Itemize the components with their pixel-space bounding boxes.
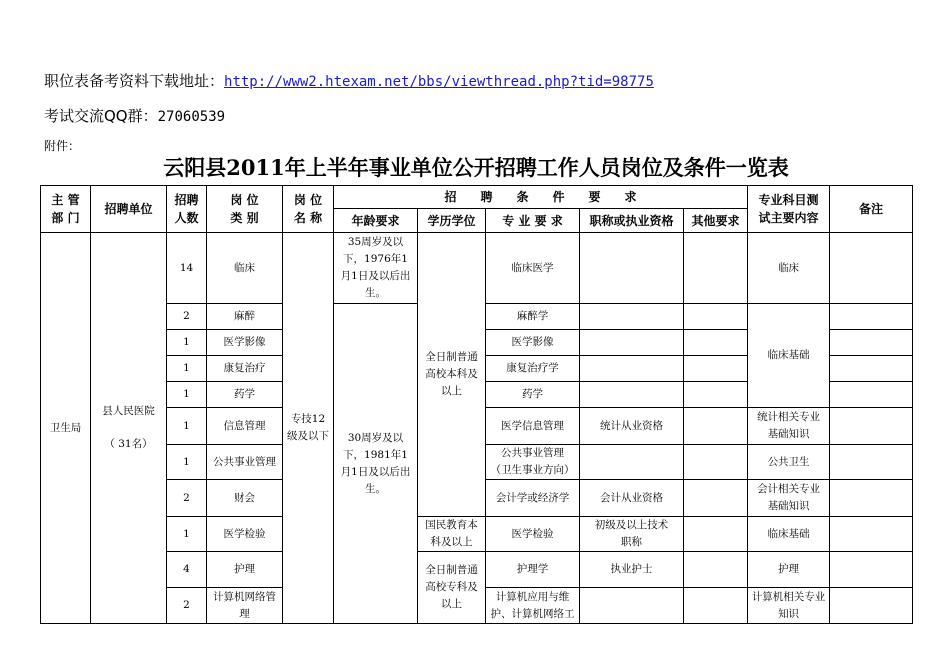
other-cell <box>684 382 748 408</box>
header-row-1 <box>41 186 913 209</box>
category-cell: 麻醉 <box>207 304 283 330</box>
major-cell: 会计学或经济学 <box>486 480 580 517</box>
category-cell: 护理 <box>207 552 283 588</box>
category-cell: 康复治疗 <box>207 356 283 382</box>
major-cell: 临床医学 <box>486 233 580 304</box>
table-row <box>41 552 913 588</box>
major-cell: 医学信息管理 <box>486 408 580 445</box>
other-cell <box>684 233 748 304</box>
qualification-cell <box>580 588 684 624</box>
exam-cell: 临床基础 <box>748 304 830 408</box>
header-dept: 主 管 部 门 <box>41 186 91 233</box>
category-cell: 药学 <box>207 382 283 408</box>
qualification-cell: 会计从业资格 <box>580 480 684 517</box>
unit-cell: 县人民医院 （ 31名） <box>91 233 167 624</box>
header-qualification: 职称或执业资格 <box>580 209 684 233</box>
remark-cell <box>830 445 913 480</box>
header-conditions: 招 聘 条 件 要 求 <box>334 186 748 209</box>
major-cell: 护理学 <box>486 552 580 588</box>
count-cell: 2 <box>167 588 207 624</box>
remark-cell <box>830 517 913 552</box>
category-cell: 医学影像 <box>207 330 283 356</box>
header-age: 年龄要求 <box>334 209 418 233</box>
table-row <box>41 517 913 552</box>
exam-cell: 临床基础 <box>748 517 830 552</box>
other-cell <box>684 445 748 480</box>
age-cell: 35周岁及以 下，1976年1 月1日及以后出 生。 <box>334 233 418 304</box>
qualification-cell <box>580 304 684 330</box>
other-cell <box>684 304 748 330</box>
remark-cell <box>830 552 913 588</box>
remark-cell <box>830 356 913 382</box>
exam-cell: 会计相关专业 基础知识 <box>748 480 830 517</box>
category-cell: 计算机网络管 理 <box>207 588 283 624</box>
other-cell <box>684 356 748 382</box>
other-cell <box>684 517 748 552</box>
major-cell: 药学 <box>486 382 580 408</box>
header-education: 学历学位 <box>418 209 486 233</box>
remark-cell <box>830 588 913 624</box>
category-cell: 信息管理 <box>207 408 283 445</box>
major-cell: 医学影像 <box>486 330 580 356</box>
major-cell: 医学检验 <box>486 517 580 552</box>
education-cell: 全日制普通 高校专科及 以上 <box>418 552 486 624</box>
major-cell: 公共事业管理 （卫生事业方向） <box>486 445 580 480</box>
education-cell: 全日制普通 高校本科及 以上 <box>418 233 486 517</box>
dept-cell: 卫生局 <box>41 233 91 624</box>
major-cell: 麻醉学 <box>486 304 580 330</box>
category-cell: 临床 <box>207 233 283 304</box>
count-cell: 4 <box>167 552 207 588</box>
download-label: 职位表备考资料下载地址： <box>44 72 225 90</box>
download-link[interactable]: http://www2.htexam.net/bbs/viewthread.php?tid=98775 <box>224 74 654 90</box>
document-title: 云阳县2011年上半年事业单位公开招聘工作人员岗位及条件一览表 <box>163 155 789 180</box>
remark-cell <box>830 330 913 356</box>
qualification-cell <box>580 233 684 304</box>
qualification-cell: 执业护士 <box>580 552 684 588</box>
header-exam: 专业科目测 试主要内容 <box>748 186 830 233</box>
exam-cell: 护理 <box>748 552 830 588</box>
qq-number: 27060539 <box>157 109 226 125</box>
other-cell <box>684 330 748 356</box>
other-cell <box>684 408 748 445</box>
qq-label: 考试交流QQ群： <box>44 107 158 125</box>
exam-cell: 公共卫生 <box>748 445 830 480</box>
other-cell <box>684 480 748 517</box>
count-cell: 2 <box>167 304 207 330</box>
remark-cell <box>830 408 913 445</box>
exam-cell: 临床 <box>748 233 830 304</box>
category-cell: 公共事业管理 <box>207 445 283 480</box>
header-unit: 招聘单位 <box>91 186 167 233</box>
qualification-cell <box>580 330 684 356</box>
category-cell: 医学检验 <box>207 517 283 552</box>
remark-cell <box>830 480 913 517</box>
header-post: 岗 位 名 称 <box>283 186 334 233</box>
major-cell: 康复治疗学 <box>486 356 580 382</box>
count-cell: 2 <box>167 480 207 517</box>
count-cell: 1 <box>167 356 207 382</box>
count-cell: 14 <box>167 233 207 304</box>
attachment-label: 附件： <box>44 139 81 153</box>
count-cell: 1 <box>167 445 207 480</box>
qq-line <box>44 105 225 126</box>
exam-cell: 统计相关专业 基础知识 <box>748 408 830 445</box>
table-row <box>41 233 913 304</box>
qualification-cell <box>580 382 684 408</box>
count-cell: 1 <box>167 330 207 356</box>
qualification-cell <box>580 356 684 382</box>
header-remark: 备注 <box>830 186 913 233</box>
post-name-cell: 专技12 级及以下 <box>283 233 334 624</box>
header-count: 招聘 人数 <box>167 186 207 233</box>
download-line <box>44 70 654 91</box>
exam-cell: 计算机相关专业 知识 <box>748 588 830 624</box>
category-cell: 财会 <box>207 480 283 517</box>
qualification-cell: 初级及以上技术 职称 <box>580 517 684 552</box>
education-cell: 国民教育本 科及以上 <box>418 517 486 552</box>
other-cell <box>684 552 748 588</box>
count-cell: 1 <box>167 382 207 408</box>
age-cell: 30周岁及以 下，1981年1 月1日及以后出 生。 <box>334 304 418 624</box>
header-major: 专 业 要 求 <box>486 209 580 233</box>
recruitment-table <box>40 185 913 624</box>
other-cell <box>684 588 748 624</box>
header-other: 其他要求 <box>684 209 748 233</box>
count-cell: 1 <box>167 517 207 552</box>
remark-cell <box>830 304 913 330</box>
qualification-cell <box>580 445 684 480</box>
qualification-cell: 统计从业资格 <box>580 408 684 445</box>
header-category: 岗 位 类 别 <box>207 186 283 233</box>
remark-cell <box>830 382 913 408</box>
count-cell: 1 <box>167 408 207 445</box>
remark-cell <box>830 233 913 304</box>
major-cell: 计算机应用与维 护、计算机网络工 <box>486 588 580 624</box>
